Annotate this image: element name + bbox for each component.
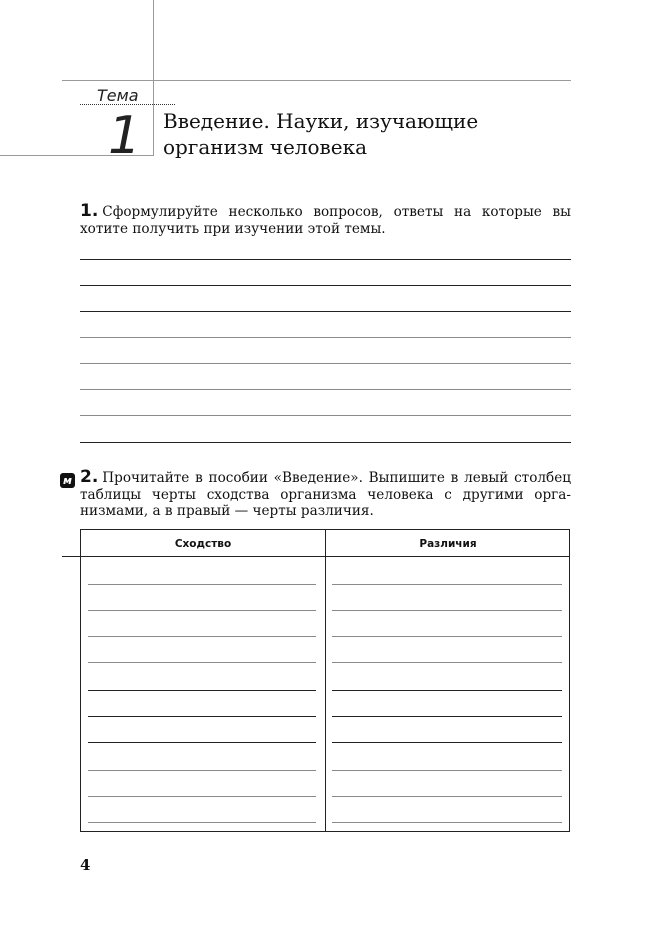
differences-line[interactable] — [332, 690, 562, 691]
differences-line[interactable] — [332, 636, 562, 637]
differences-line[interactable] — [332, 796, 562, 797]
frame-vertical-line — [153, 0, 154, 155]
table-left-rule — [62, 556, 82, 557]
similarity-line[interactable] — [88, 636, 316, 637]
task-2-text: Прочитайте в пособии «Введение». Выпишите в левый столбец таблицы черты сходства организма человека с другими организмами, а в правый — черты различия. — [80, 470, 571, 519]
similarity-line[interactable] — [88, 742, 316, 743]
answer-line[interactable] — [80, 285, 571, 286]
title-line-2: организм человека — [163, 135, 368, 159]
tema-label: Тема — [97, 86, 139, 105]
task-1-number: 1. — [80, 201, 99, 221]
column-header-differences: Различия — [419, 538, 477, 550]
answer-line[interactable] — [80, 337, 571, 338]
differences-line[interactable] — [332, 716, 562, 717]
answer-line[interactable] — [80, 389, 571, 390]
task-1-text: Сформулируйте несколько вопросов, ответы на которые вы хотите получить при изучении этой темы. — [80, 204, 571, 237]
differences-line[interactable] — [332, 584, 562, 585]
table-column-divider — [325, 530, 326, 831]
similarity-line[interactable] — [88, 662, 316, 663]
topic-title — [163, 108, 563, 160]
answer-line[interactable] — [80, 415, 571, 416]
task-2-number: 2. — [80, 467, 99, 487]
differences-line[interactable] — [332, 662, 562, 663]
similarity-line[interactable] — [88, 584, 316, 585]
similarity-line[interactable] — [88, 610, 316, 611]
answer-line[interactable] — [80, 311, 571, 312]
differences-line[interactable] — [332, 770, 562, 771]
similarity-line[interactable] — [88, 770, 316, 771]
manual-badge-icon: м — [60, 473, 75, 488]
similarity-line[interactable] — [88, 690, 316, 691]
similarity-line[interactable] — [88, 796, 316, 797]
differences-line[interactable] — [332, 742, 562, 743]
similarity-line[interactable] — [88, 822, 316, 823]
differences-line[interactable] — [332, 822, 562, 823]
frame-top-line — [62, 80, 571, 81]
task-2 — [80, 469, 571, 520]
comparison-table — [80, 529, 570, 832]
task-1 — [80, 203, 571, 237]
answer-line[interactable] — [80, 363, 571, 364]
similarity-line[interactable] — [88, 716, 316, 717]
topic-number: 1 — [108, 106, 142, 166]
column-header-similarity: Сходство — [174, 538, 232, 550]
page-number: 4 — [80, 856, 91, 874]
answer-line[interactable] — [80, 259, 571, 260]
differences-line[interactable] — [332, 610, 562, 611]
tema-dotted-line — [80, 104, 175, 105]
title-line-1: Введение. Науки, изучающие — [163, 109, 479, 133]
answer-line[interactable] — [80, 442, 571, 443]
